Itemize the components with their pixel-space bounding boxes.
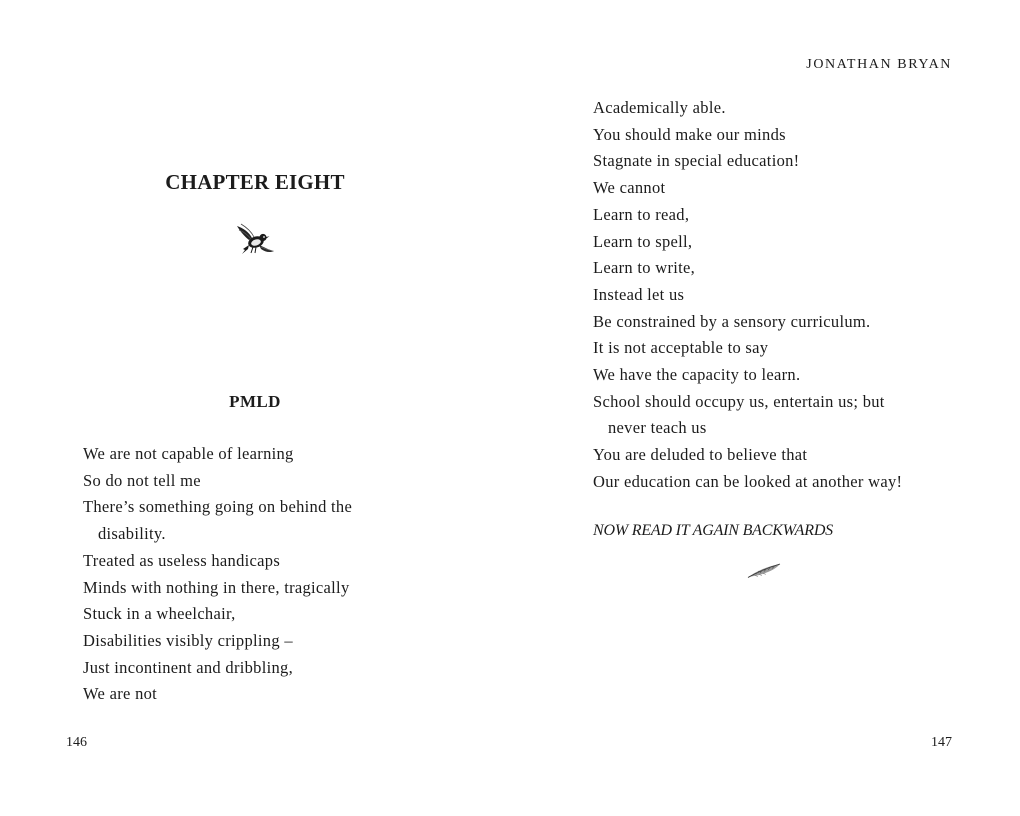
poem-line-continuation: disability. xyxy=(98,524,166,544)
poem-line: Stagnate in special education! xyxy=(593,151,800,171)
poem-line: You are deluded to believe that xyxy=(593,445,808,465)
poem-line: Learn to read, xyxy=(593,204,690,224)
poem-line: You should make our minds xyxy=(593,124,786,144)
poem-line: Learn to spell, xyxy=(593,231,693,251)
poem-line: So do not tell me xyxy=(83,470,201,490)
poem-line: We cannot xyxy=(593,178,666,198)
right-page xyxy=(510,0,1020,816)
feather-icon xyxy=(746,562,782,580)
poem-line: School should occupy us, entertain us; but xyxy=(593,391,885,411)
poem-left xyxy=(83,441,463,708)
poem-line: We are not xyxy=(83,684,158,704)
running-head: JONATHAN BRYAN xyxy=(806,57,952,72)
page-number-left: 146 xyxy=(66,735,87,750)
poem-line: Treated as useless handicaps xyxy=(83,550,281,570)
poem-line: We are not capable of learning xyxy=(83,444,294,463)
poem-line: Disabilities visibly crippling – xyxy=(83,630,293,650)
bird-icon xyxy=(233,220,277,260)
poem-line: It is not acceptable to say xyxy=(593,338,769,358)
poem-line: Learn to write, xyxy=(593,258,696,278)
instruction-text: NOW READ IT AGAIN BACKWARDS xyxy=(593,522,833,539)
poem-line: We have the capacity to learn. xyxy=(593,365,801,385)
poem-line: Just incontinent and dribbling, xyxy=(83,657,294,677)
page-number-right: 147 xyxy=(931,735,952,750)
poem-line: Our education can be looked at another way! xyxy=(593,471,903,491)
poem-line: There’s something going on behind the xyxy=(83,497,353,517)
poem-title: PMLD xyxy=(229,392,281,411)
poem-line: Academically able. xyxy=(593,98,726,117)
chapter-title: CHAPTER EIGHT xyxy=(165,170,345,194)
poem-line: Instead let us xyxy=(593,284,685,304)
poem-line: Minds with nothing in there, tragically xyxy=(83,577,350,597)
poem-line-continuation: never teach us xyxy=(608,418,707,438)
poem-right xyxy=(593,95,973,496)
poem-line: Stuck in a wheelchair, xyxy=(83,604,236,624)
poem-line: Be constrained by a sensory curriculum. xyxy=(593,311,871,331)
